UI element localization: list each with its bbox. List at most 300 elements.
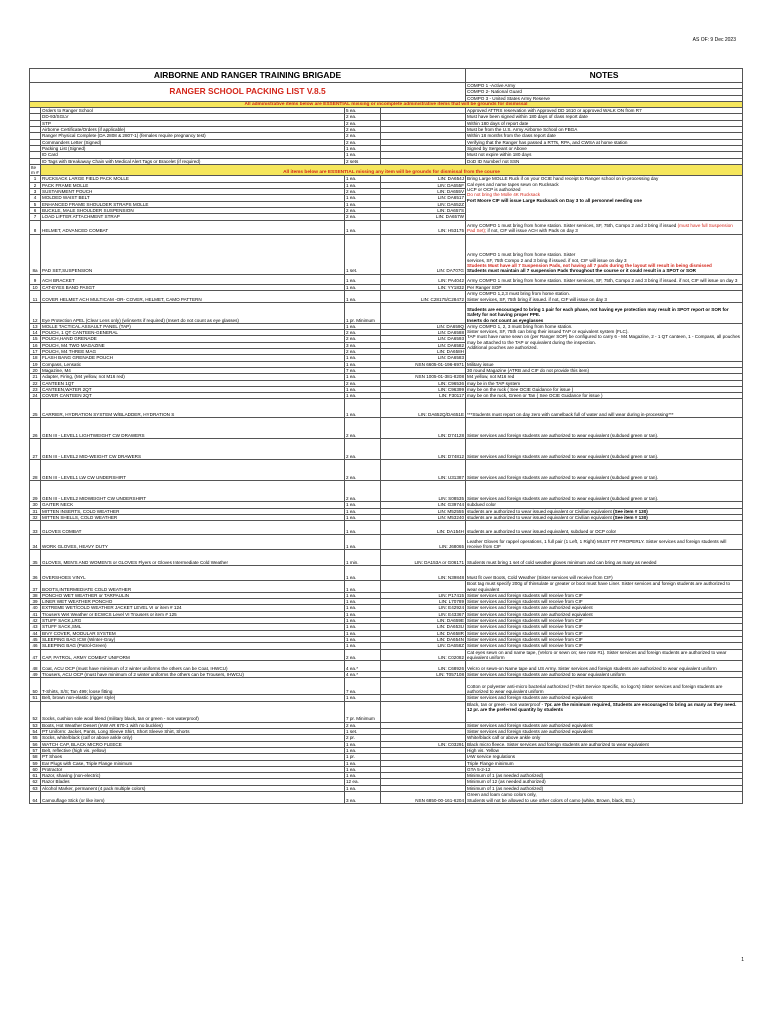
item-qty: 1 ea. — [345, 152, 381, 158]
item-lin: LIN: DA6593 — [381, 336, 466, 342]
item-number: 39 — [30, 599, 41, 605]
item-number: 3 — [30, 189, 41, 195]
item-name: Razor Blades — [41, 779, 345, 785]
note-text: Sister services and foreign students will receive from CIF — [467, 592, 583, 598]
item-name: Protractor — [41, 766, 345, 772]
item-qty: 1 ea. — [345, 220, 381, 234]
item-name: BUCKLE, MALE SHOULDER SUSPENSION — [41, 207, 345, 213]
item-number: 51 — [30, 695, 41, 701]
note-text: Sister — [563, 252, 576, 258]
item-qty: 2 ea. — [345, 139, 381, 145]
item-qty: 3 ea. — [345, 342, 381, 348]
item-qty: 1 ea. — [345, 201, 381, 207]
item-qty: 2 ea. — [345, 189, 381, 195]
item-number: 6 — [30, 207, 41, 213]
item-qty: 1 pr. Minimum — [345, 302, 381, 323]
item-number: 47 — [30, 649, 41, 661]
note-text: Inserts do not count as eyeglasses — [467, 317, 544, 323]
item-lin: LIN: C68926 — [381, 661, 466, 672]
item-qty: 4 ea.* — [345, 672, 381, 678]
note-text: (must have full Suspension Pad Set); — [467, 222, 733, 234]
item-row — [30, 234, 743, 274]
item-qty: 1 ea. — [345, 176, 381, 182]
note-text: 7pr. are the minimum required, Students are encouraged to bring as many as they need. 12 pr. are the preferred quantity by students — [467, 701, 737, 713]
note-text: Leather Gloves for rappel operations, 1 full pair (1 Left, 1 Right) MUST FIT PROPERLY. Sister services and foreign students will receive from CIF — [467, 538, 727, 549]
item-note — [466, 274, 743, 284]
item-name: CANTEEN 1QT — [41, 380, 345, 386]
item-name: Packing List (Signed) — [41, 145, 345, 151]
item-name: Magazine, M4 — [41, 367, 345, 373]
item-number: 22 — [30, 380, 41, 386]
item-name: GEN III - LEVEL2 MID-WEIGHT CW DRAWERS — [41, 439, 345, 460]
note-text: Bring Large MOLLE Ruck if on your OCIE hand receipt to Ranger school on in-processing day — [467, 176, 659, 182]
item-note — [466, 439, 743, 460]
item-number: 7 — [30, 214, 41, 220]
item-name: Belt, reflective (high vis. yellow) — [41, 747, 345, 753]
item-qty: 2 ea. — [345, 460, 381, 481]
note-text: 30 round Magazine (ATRB and CIF do not provide this item) — [467, 367, 589, 373]
item-qty: 1 ea. — [345, 323, 381, 329]
item-number: 11 — [30, 290, 41, 302]
item-name: HELMET, ADVANCED COMBAT — [41, 220, 345, 234]
item-number: 17 — [30, 349, 41, 355]
note-text: Sister services and foreign students are authorized equivalent — [467, 611, 593, 617]
item-row — [30, 521, 743, 535]
note-text: Minimum of 1 (as needed authorized) — [467, 773, 544, 779]
item-qty: 1 ea. — [345, 785, 381, 791]
title-main: AIRBORNE AND RANGER TRAINING BRIGADE — [30, 69, 466, 83]
item-lin: LIN: U31387 — [381, 460, 466, 481]
title-sub: RANGER SCHOOL PACKING LIST V.8.5 — [30, 83, 466, 102]
note-text: Sister services and foreign students will receive from CIF — [467, 643, 583, 649]
note-text: Cotton or polyester anti-micro bacterial authorized (T-shirt Service Specific, no logo's) Sister services and foreign students are authorized to wear equivalent uniform — [467, 683, 723, 695]
item-note — [466, 234, 743, 274]
item-qty: 1 ea. — [345, 502, 381, 508]
compo-note: COMPO 2- National Guard — [466, 89, 743, 95]
note-text: Triple Flange minimum — [467, 760, 514, 766]
item-lin: LIN: J68065 — [381, 535, 466, 550]
item-name: SUSTAINMENT POUCH — [41, 189, 345, 195]
item-number: 20 — [30, 367, 41, 373]
note-text: Sister services and foreign students will receive from CIF — [467, 599, 583, 605]
item-note — [466, 581, 743, 593]
item-note — [466, 521, 743, 535]
note-text: Sister services and foreign students will receive from CIF — [467, 630, 583, 636]
item-number-header: Item # — [31, 164, 39, 176]
item-number: 32 — [30, 514, 41, 520]
note-text: students are authorized to wear issued equivalent, subdued or OCP color — [467, 528, 617, 534]
item-number: 15 — [30, 336, 41, 342]
item-qty: 2 ea. — [345, 114, 381, 120]
item-row — [30, 302, 743, 323]
item-note: Within 180 days of report date — [466, 120, 743, 126]
note-text: Boot tag must specify 200g of thinsulate or greater or boot must have Liner. Sister services and foreign students are authorized to wear equivalent — [467, 581, 731, 592]
note-text: Sister services and foreign students are authorized equivalent — [467, 605, 593, 611]
item-name: Ranger Physical Complete (DA 2808 & 2807-1) (females require pregnancy test) — [41, 133, 345, 139]
item-qty: 1 ea. — [345, 773, 381, 779]
item-qty: 2 ea. — [345, 207, 381, 213]
note-text: (See item # 130) — [613, 508, 648, 514]
item-name: Socks, white/black (calf or above ankle only) — [41, 735, 345, 741]
item-qty: 1 ea. — [345, 290, 381, 302]
item-lin: LIN: C28175/C28472 — [381, 290, 466, 302]
item-name: GLOVES, MEN'S AND WOMEN'S or GLOVES Flyers or Gloves Intermediate Cold Weather — [41, 550, 345, 566]
item-name: ACH BRACKET — [41, 274, 345, 284]
item-row — [30, 535, 743, 550]
item-row — [30, 290, 743, 302]
item-name: Airborne Certificate/Orders (if applicable) — [41, 127, 345, 133]
item-note — [466, 701, 743, 722]
item-note — [466, 460, 743, 481]
note-text: Cal eyes and name tapes sewn on Rucksack — [467, 181, 559, 187]
item-qty: 1 set. — [345, 234, 381, 274]
item-number: 29 — [30, 481, 41, 502]
note-text: Do not bring the Molle 4K Rucksack — [467, 192, 541, 198]
item-row — [30, 649, 743, 661]
item-lin: LIN: DA154H — [381, 521, 466, 535]
item-lin: LIN: S08535 — [381, 481, 466, 502]
item-number: 46 — [30, 643, 41, 649]
note-text: Sister services and foreign students are authorized to wear equivalent (subdued green or tan). — [467, 496, 659, 502]
item-number: 12 — [30, 302, 41, 323]
item-number: 35 — [30, 550, 41, 566]
item-row — [30, 220, 743, 234]
item-number: 27 — [30, 439, 41, 460]
notes-title: NOTES — [466, 69, 743, 83]
item-lin: LIN: DA654N — [381, 636, 466, 642]
item-qty: 2 ea. — [345, 481, 381, 502]
item-lin — [381, 581, 466, 593]
item-number: 36 — [30, 566, 41, 581]
item-row — [30, 661, 743, 672]
item-row — [30, 460, 743, 481]
compo-note: COMPO 1 -Active Army — [466, 83, 743, 89]
items-banner: All items below are ESSENTIAL missing any item will be grounds for dismissal from the course — [41, 164, 743, 176]
item-qty: 1 ea. — [345, 766, 381, 772]
item-name: Boots, Hot Weather Desert (IAW AR 670-1 with no buckles) — [41, 722, 345, 728]
item-qty: 1 ea. — [345, 393, 381, 399]
item-note: Verifying that the Ranger has passed a RTTs, RPA, and CWSA at home station — [466, 139, 743, 145]
item-qty: 1 ea. — [345, 182, 381, 188]
item-name: Socks, cushion sole wool blend (military black, tan or green - non waterproof) — [41, 701, 345, 722]
item-lin: LIN: DA6517 — [381, 195, 466, 201]
item-note: Signed by Sergeant or Above — [466, 145, 743, 151]
item-number: 54 — [30, 729, 41, 735]
page-number: 1 — [741, 957, 744, 963]
item-qty: 2 ea. — [345, 649, 381, 661]
note-text: Students will not be allowed to use other colors of camo (white, Brown, black, Etc.) — [467, 797, 635, 803]
note-text: Sister services and foreign students are authorized to wear equivalent (subdued green or tan). — [467, 475, 659, 481]
note-text: Sister services and foreign students will receive from CIF — [467, 618, 583, 624]
item-note: Approved ATTRS reservation with Approved DD 1610 or approved WALK ON from R7 — [466, 108, 743, 114]
item-lin: LIN: E42924 — [381, 605, 466, 611]
item-qty: 1 ea. — [345, 747, 381, 753]
item-name: POUCH, 1 QT CANTEEN-GENERAL — [41, 330, 345, 336]
item-lin: LIN: H53175 — [381, 220, 466, 234]
item-lin: LIN: DA659Q — [381, 323, 466, 329]
item-qty: 1 ea. — [345, 355, 381, 361]
item-note: DoD ID Number/ not SSN — [466, 158, 743, 164]
note-text: Additional pouches are authorized. — [467, 345, 538, 351]
item-number: 5 — [30, 201, 41, 207]
item-lin: LIN: C02082 — [381, 649, 466, 661]
note-text: Sister services and foreign students are authorized equivalent — [467, 729, 593, 735]
note-text: students are authorized to wear issued equivalent or Civilian equivalent — [467, 514, 612, 520]
item-number: 41 — [30, 611, 41, 617]
note-text: services, SF, 75th Compo 2 and 3 bring if issued. if not, CIF will issue on day 3 — [467, 257, 627, 263]
item-lin: LIN: P17415 — [381, 592, 466, 598]
item-lin: LIN: D74128 — [381, 418, 466, 439]
item-qty: 2 ea. — [345, 349, 381, 355]
note-text: Students must bring 1 set of cold weather gloves minimum and can bring as many as needed — [467, 559, 657, 565]
item-lin: LIN: DA655V — [381, 189, 466, 195]
item-note — [466, 792, 743, 804]
item-name: COVER CANTEEN 2QT — [41, 393, 345, 399]
item-lin: LIN: L70789 — [381, 599, 466, 605]
item-qty: 1 min. — [345, 550, 381, 566]
item-number: 48 — [30, 661, 41, 672]
item-qty: 1 ea. — [345, 643, 381, 649]
item-name: Compass, Lensatic — [41, 361, 345, 367]
item-name: PT Uniform: Jacket, Pants, Long Sleeve Shirt, Short Sleeve Shirt, Shorts — [41, 729, 345, 735]
item-row — [30, 792, 743, 804]
note-text: Army COMPO 1,2,3 must bring from home station. — [467, 291, 570, 297]
item-row — [30, 399, 743, 418]
item-name: Razor, shaving (non-electric) — [41, 773, 345, 779]
item-row — [30, 274, 743, 284]
item-qty: 3 ea. — [345, 792, 381, 804]
note-text: students are authorized to wear issued equivalent or Civilian equivalent — [467, 508, 612, 514]
item-lin: LIN: C03291 — [381, 741, 466, 747]
item-lin: LIN: DA655F — [381, 182, 466, 188]
item-note: Must be from the U.S. Army Airborne School on FBGA — [466, 127, 743, 133]
item-number: 53 — [30, 722, 41, 728]
item-number: 23 — [30, 386, 41, 392]
item-lin: LIN: DA707G — [381, 234, 466, 274]
item-qty: 2 ea. — [345, 418, 381, 439]
item-name: CAP, PATROL, ARMY COMBAT UNIFORM — [41, 649, 345, 661]
item-qty: 1 ea. — [345, 145, 381, 151]
note-text: Students must maintain all 7 suspension Pads throughout the course or it could result in a SPOT or SOR — [467, 268, 696, 274]
item-lin: LIN: DA657W — [381, 214, 466, 220]
as-of-date: AS OF: 9 Dec 2023 — [692, 37, 736, 43]
item-name: Trousers Wet Weather or ECWCS Level VI Trousers or item # 125 — [41, 611, 345, 617]
item-note: Within 18 months from the class report date — [466, 133, 743, 139]
item-name: Commanders Letter (Signed) — [41, 139, 345, 145]
item-qty: 1 ea. — [345, 521, 381, 535]
note-text: Sister services and foreign students will receive from CIF — [467, 624, 583, 630]
item-number: 49 — [30, 672, 41, 678]
item-number: 9 — [30, 274, 41, 284]
item-number: 42 — [30, 618, 41, 624]
item-note — [466, 290, 743, 302]
item-lin: LIN: M53240 — [381, 514, 466, 520]
item-row — [30, 581, 743, 593]
note-text: Sister services and foreign students are authorized to wear equivalent (subdued green or tan). — [467, 454, 659, 460]
item-qty: 5 ea. — [345, 108, 381, 114]
item-name: GLOVES COMBAT — [41, 521, 345, 535]
item-lin: LIN: DA6582 — [381, 342, 466, 348]
item-number: 26 — [30, 418, 41, 439]
item-name: CAT-EYES BAND PASGT — [41, 284, 345, 290]
note-text: may be on the ruck, Green or Tan ( See OCIE Guidance for issue ) — [467, 393, 603, 399]
item-qty: 1 ea. — [345, 284, 381, 290]
item-lin: LIN: N39848 — [381, 566, 466, 581]
item-row — [30, 678, 743, 695]
item-row — [30, 418, 743, 439]
item-number: 18 — [30, 355, 41, 361]
item-name: WORK GLOVES, HEAVY DUTY — [41, 535, 345, 550]
note-text: Green and loam camo colors only, — [467, 792, 537, 798]
item-lin: NSN 1005-01-381-8208 — [381, 374, 466, 380]
item-note — [466, 550, 743, 566]
item-number: 52 — [30, 701, 41, 722]
item-lin: NSN 6850-00-161-6204 — [381, 792, 466, 804]
note-text: Army COMPO 1 must bring from home station. Sister services, SF, 75th, Compo 2 and 3 bring if issued. if not, CIF will issue on day 3 — [467, 278, 738, 284]
item-name: GEN III - LEVEL2 MIDWEIGHT CW UNDERSHIRT — [41, 481, 345, 502]
item-lin: LIN: DA652Q/DA651E — [381, 399, 466, 418]
note-text: Sister services, SF, 75th can bring their issued TAP or equivalent system (FLC). — [467, 329, 629, 335]
note-text: ***Students must report on day zero with camelback full of water and will wear during in-processing*** — [467, 412, 674, 418]
note-text: Army COMPO 1 must bring from home station. — [467, 252, 563, 258]
item-name: PONCHO WET WEATHER or TARPAULIN — [41, 592, 345, 598]
item-lin: LIN: DA658R — [381, 630, 466, 636]
note-text: M4 yellow, not M16 red — [467, 374, 515, 380]
item-lin: LIN: DA6588 — [381, 330, 466, 336]
item-note — [466, 302, 743, 323]
item-number: 30 — [30, 502, 41, 508]
item-lin: LIN: DA658H — [381, 349, 466, 355]
item-name: T-Shirts, S/S; Tan 499; loose fitting — [41, 678, 345, 695]
item-lin: LIN: DA6583 — [381, 355, 466, 361]
item-name: BIVY COVER, MODULAR SYSTEM — [41, 630, 345, 636]
item-lin: LIN: G39744 — [381, 502, 466, 508]
item-number: 16 — [30, 342, 41, 348]
item-number: 43 — [30, 624, 41, 630]
item-qty: 7 pr. Minimum — [345, 701, 381, 722]
note-text: White/black calf or above ankle only — [467, 735, 541, 741]
item-number: 21 — [30, 374, 41, 380]
item-number: 56 — [30, 741, 41, 747]
note-text: Students Must have all 7 Suspension Pads, not having all 7 pads during the layout will result in being dismissed — [467, 262, 712, 268]
item-name: SLEEPING BAG ICW (Winter-Gray) — [41, 636, 345, 642]
item-number: 59 — [30, 760, 41, 766]
item-name: STUFF SACK,LRG — [41, 618, 345, 624]
item-qty: 1 ea. — [345, 195, 381, 201]
note-text: subdued color — [467, 502, 496, 508]
item-number: 38 — [30, 592, 41, 598]
item-number: 13 — [30, 323, 41, 329]
item-qty: 1 ea. — [345, 361, 381, 367]
item-qty: 2 ea. — [345, 722, 381, 728]
item-number: 37 — [30, 581, 41, 593]
item-qty: 1 set. — [345, 729, 381, 735]
item-name: OVERSHOES VINYL — [41, 566, 345, 581]
item-lin: LIN: DA658Z — [381, 643, 466, 649]
item-qty: 1 ea. — [345, 535, 381, 550]
item-name: GEN III - LEVEL1 LW CW UNDERSHIRT — [41, 460, 345, 481]
item-number: 58 — [30, 754, 41, 760]
item-row — [30, 439, 743, 460]
item-number: 14 — [30, 330, 41, 336]
admin-banner: All administrative items below are ESSENTIAL missing or incomplete administrative items that will be grounds for dismissal — [30, 101, 743, 107]
item-qty: 2 ea. — [345, 127, 381, 133]
item-number: 45 — [30, 636, 41, 642]
note-text: Sister services and foreign students are authorized equivalent — [467, 722, 593, 728]
note-text: GTA 5-2-12 — [467, 766, 491, 772]
item-name: PACK FRAME MOLLE — [41, 182, 345, 188]
note-text: Sister services, SF, 75th bring if issued. if not, CIF will issue on day 3 — [467, 296, 607, 302]
item-name: STUFF SACK,SML — [41, 624, 345, 630]
item-name: LOAD LIFTER ATTACHMENT STRAP — [41, 214, 345, 220]
item-row — [30, 566, 743, 581]
item-row — [30, 701, 743, 722]
item-lin: LIN: M52555 — [381, 508, 466, 514]
note-text: High vis. Yellow — [467, 747, 499, 753]
item-qty: 4 ea.* — [345, 661, 381, 672]
item-qty: 1 ea. — [345, 374, 381, 380]
item-name: WATCH CAP, BLACK MICRO FLEECE — [41, 741, 345, 747]
item-number: 34 — [30, 535, 41, 550]
item-number: 57 — [30, 747, 41, 753]
item-lin: LIN: DA657S — [381, 207, 466, 213]
item-lin — [381, 302, 466, 323]
item-name: MITTEN SHELLS, COLD WEATHER — [41, 514, 345, 520]
item-qty: 1 ea. — [345, 592, 381, 598]
item-qty: 1 ea. — [345, 760, 381, 766]
item-number: 31 — [30, 508, 41, 514]
item-number: 40 — [30, 605, 41, 611]
item-name: FLASH BANG GRENADE POUCH — [41, 355, 345, 361]
item-name: MOLLE TACTICAL ASSAULT PANEL (TAP) — [41, 323, 345, 329]
item-number: 10 — [30, 284, 41, 290]
item-note — [466, 678, 743, 695]
note-text: TAP must have name sewn on (per Ranger SOP) be configured to carry 6 - M4 Magazine, 2 - 1 QT canteen, 1 - Compass, all pouches may be attached to the TAP or equivalent during the inspection. — [467, 334, 740, 345]
item-qty: 2 ea. — [345, 336, 381, 342]
item-name: GAITER NECK — [41, 502, 345, 508]
item-name: BOOTS,INTERMEDIATE COLD WEATHER — [41, 581, 345, 593]
item-name: Ear Plugs with Case, Triple Flange minimum — [41, 760, 345, 766]
item-name: CANTEEN,WATER 2QT — [41, 386, 345, 392]
item-number: 2 — [30, 182, 41, 188]
item-number: 50 — [30, 678, 41, 695]
item-name: SLEEPING BAG (Patrol-Green) — [41, 643, 345, 649]
item-name: LINER WET WEATHER PONCHO — [41, 599, 345, 605]
item-number: 8a — [30, 234, 41, 274]
note-text: Black micro fleece. Sister services and foreign students are authorized to wear equivalent — [467, 741, 649, 747]
item-number: 62 — [30, 779, 41, 785]
item-name: Adapter, Firing, (M4 yellow, not M16 red) — [41, 374, 345, 380]
note-text: Must fit over Boots, Cold Weather (Sister services will receive from CIF) — [467, 574, 613, 580]
item-note — [466, 535, 743, 550]
note-text: IAW service regulations — [467, 754, 516, 760]
item-qty: 1 ea. — [345, 514, 381, 520]
item-name: POUCH, M4 THREE MAG — [41, 349, 345, 355]
item-qty: 7 ea. — [345, 678, 381, 695]
item-number: 55 — [30, 735, 41, 741]
item-qty: 1 ea. — [345, 618, 381, 624]
item-name: POUCH, M4 TWO MAGAZINE — [41, 342, 345, 348]
item-qty: 1 ea. — [345, 399, 381, 418]
item-name: DD-93/SGLV — [41, 114, 345, 120]
item-number: 28 — [30, 460, 41, 481]
note-text: Minimum of 12 (as needed authorized) — [467, 779, 546, 785]
item-lin: LIN: DA652Z — [381, 201, 466, 207]
note-text: Sister services and foreign students are authorized to wear equivalent (subdued green or tan). — [467, 433, 659, 439]
item-name: Trousers, ACU OCP (must have minimum of 2 winter uniforms the others can be Trousers, IHWCU) — [41, 672, 345, 678]
item-qty: 1 ea. — [345, 581, 381, 593]
note-text: UCP or OCP is authorized — [467, 187, 521, 193]
